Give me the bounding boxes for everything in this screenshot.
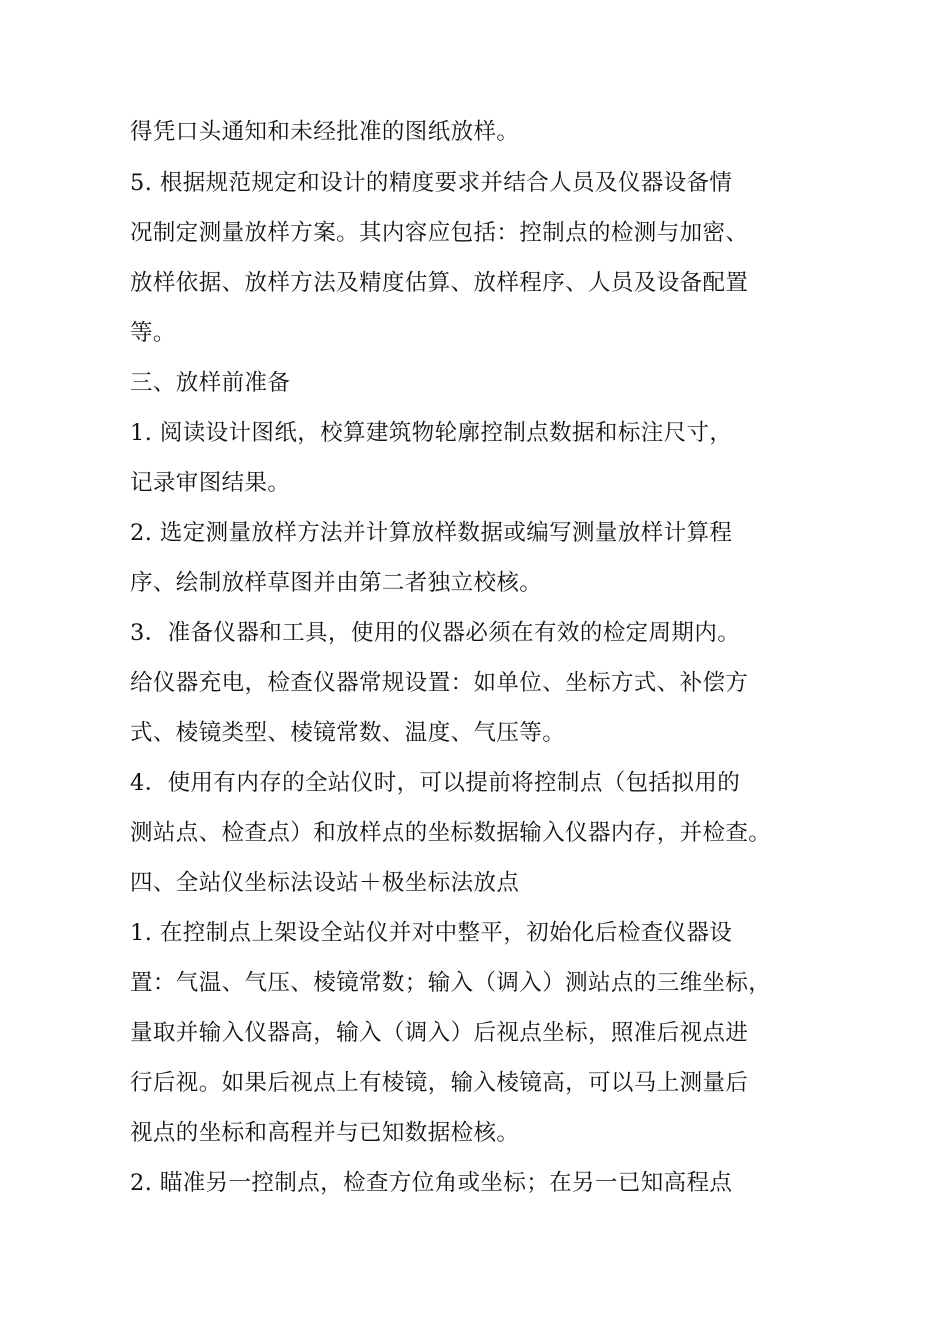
text-line: 等。 bbox=[130, 320, 176, 346]
text-line: 置：气温、气压、棱镜常数；输入（调入）测站点的三维坐标， bbox=[130, 970, 772, 996]
section-heading: 四、全站仪坐标法设站＋极坐标法放点 bbox=[130, 870, 520, 896]
section-heading: 三、放样前准备 bbox=[130, 370, 291, 396]
text-line: 序、绘制放样草图并由第二者独立校核。 bbox=[130, 570, 543, 596]
text-line: 行后视。如果后视点上有棱镜，输入棱镜高，可以马上测量后 bbox=[130, 1070, 749, 1096]
text-line: 得凭口头通知和未经批准的图纸放样。 bbox=[130, 119, 520, 145]
text-line: 式、棱镜类型、棱镜常数、温度、气压等。 bbox=[130, 720, 566, 746]
text-line: 2. 选定测量放样方法并计算放样数据或编写测量放样计算程 bbox=[130, 520, 733, 546]
text-line: 1. 在控制点上架设全站仪并对中整平，初始化后检查仪器设 bbox=[130, 920, 733, 946]
text-line: 4．使用有内存的全站仪时，可以提前将控制点（包括拟用的 bbox=[130, 770, 741, 796]
text-line: 给仪器充电，检查仪器常规设置：如单位、坐标方式、补偿方 bbox=[130, 670, 749, 696]
text-line: 放样依据、放样方法及精度估算、放样程序、人员及设备配置 bbox=[130, 270, 749, 296]
text-line: 2. 瞄准另一控制点，检查方位角或坐标；在另一已知高程点 bbox=[130, 1170, 733, 1196]
text-line: 量取并输入仪器高，输入（调入）后视点坐标，照准后视点进 bbox=[130, 1020, 749, 1046]
text-line: 5. 根据规范规定和设计的精度要求并结合人员及仪器设备情 bbox=[130, 170, 733, 196]
text-line: 况制定测量放样方案。其内容应包括：控制点的检测与加密、 bbox=[130, 220, 749, 246]
text-line: 3．准备仪器和工具，使用的仪器必须在有效的检定周期内。 bbox=[130, 620, 741, 646]
text-line: 测站点、检查点）和放样点的坐标数据输入仪器内存，并检查。 bbox=[130, 820, 772, 846]
text-line: 视点的坐标和高程并与已知数据检核。 bbox=[130, 1120, 520, 1146]
text-line: 1. 阅读设计图纸，校算建筑物轮廓控制点数据和标注尺寸， bbox=[130, 420, 733, 446]
text-line: 记录审图结果。 bbox=[130, 470, 291, 496]
